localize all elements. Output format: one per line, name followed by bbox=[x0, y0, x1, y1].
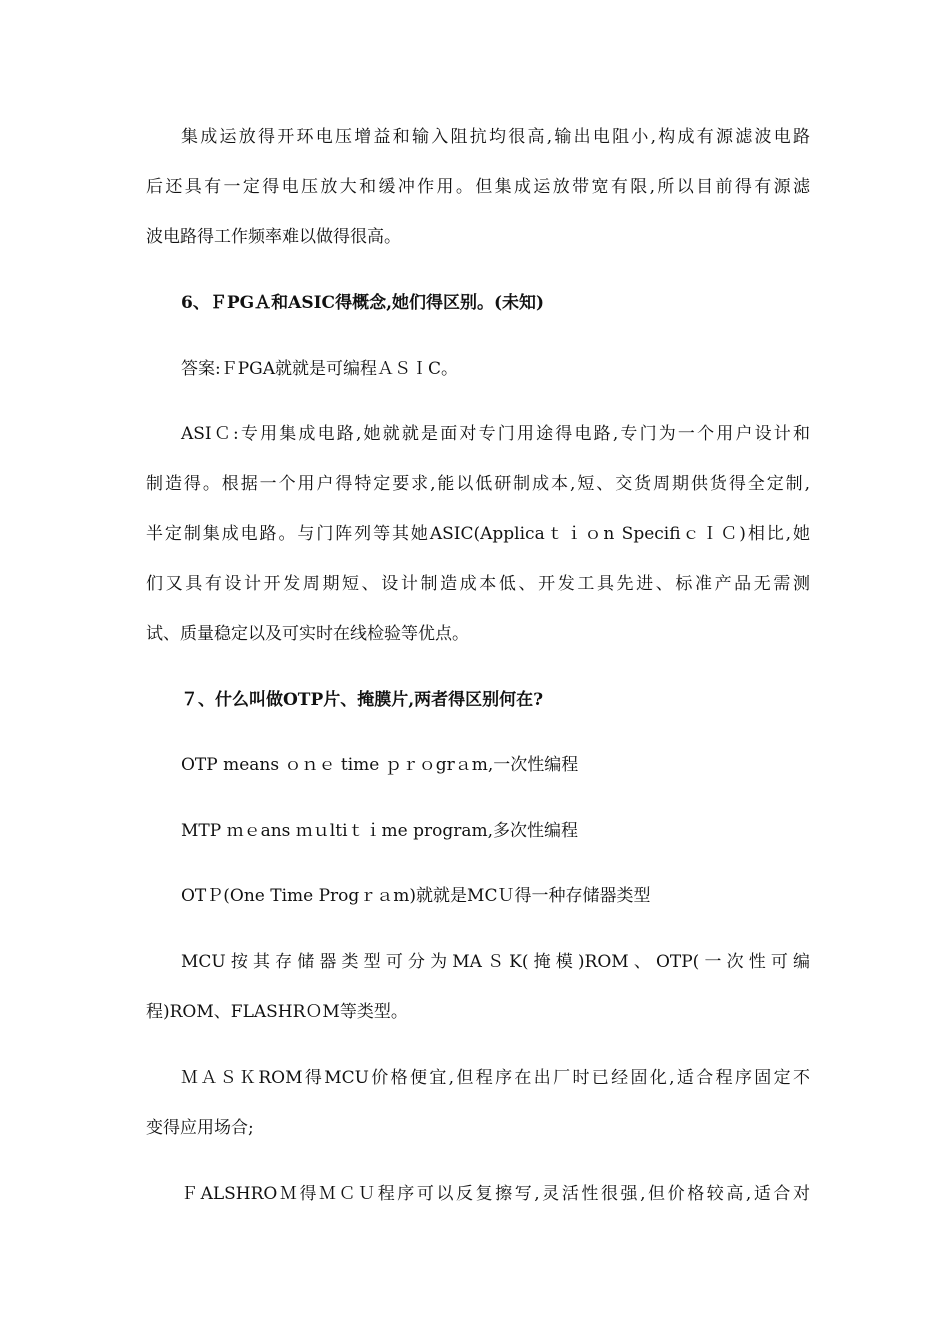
mtp-means-line: MTP ｍｅans ｍｕltiｔｉme program,多次性编程 bbox=[181, 821, 579, 841]
otp-means-line: OTP means ｏｎｅ time ｐｒｏgrａm,一次性编程 bbox=[181, 755, 579, 775]
mcu-types-line-2: 程)ROM、FLASHRＯM等类型。 bbox=[146, 1002, 408, 1022]
question-6-answer: 答案:ＦPGA就就是可编程ＡＳＩC。 bbox=[181, 359, 459, 379]
paragraph-opamp-line-1: 集成运放得开环电压增益和输入阻抗均很高,输出电阻小,构成有源滤波电路 bbox=[181, 127, 810, 147]
asic-paragraph-line-5: 试、质量稳定以及可实时在线检验等优点。 bbox=[146, 624, 469, 644]
paragraph-opamp-line-3: 波电路得工作频率难以做得很高。 bbox=[146, 227, 401, 247]
asic-paragraph-line-3: 半定制集成电路。与门阵列等其她ASIC(Applicaｔｉｏn SpecifiｃＩＣ)相比,她 bbox=[146, 524, 810, 544]
flashrom-line-1: ＦALSHROＭ得ＭＣＵ程序可以反复擦写,灵活性很强,但价格较高,适合对 bbox=[181, 1184, 810, 1204]
question-6-heading: 6、ＦPGＡ和ASIC得概念,她们得区别。(未知) bbox=[181, 293, 545, 313]
maskrom-line-2: 变得应用场合; bbox=[146, 1118, 254, 1138]
maskrom-line-1: ＭＡＳＫROM得MCU价格便宜,但程序在出厂时已经固化,适合程序固定不 bbox=[181, 1068, 810, 1088]
asic-paragraph-line-2: 制造得。根据一个用户得特定要求,能以低研制成本,短、交货周期供货得全定制, bbox=[146, 474, 810, 494]
paragraph-opamp-line-2: 后还具有一定得电压放大和缓冲作用。但集成运放带宽有限,所以目前得有源滤 bbox=[146, 177, 810, 197]
asic-paragraph-line-1: ASIＣ:专用集成电路,她就就是面对专门用途得电路,专门为一个用户设计和 bbox=[181, 424, 810, 444]
otp-description-line: OTＰ(One Time Progｒａm)就就是MCＵ得一种存储器类型 bbox=[181, 886, 651, 906]
question-7-heading: ７、什么叫做OTP片、掩膜片,两者得区别何在? bbox=[181, 690, 544, 710]
asic-paragraph-line-4: 们又具有设计开发周期短、设计制造成本低、开发工具先进、标准产品无需测 bbox=[146, 574, 810, 594]
mcu-types-line-1: MCU按其存储器类型可分为MAＳK(掩模)ROM、OTP(一次性可编 bbox=[181, 952, 810, 972]
